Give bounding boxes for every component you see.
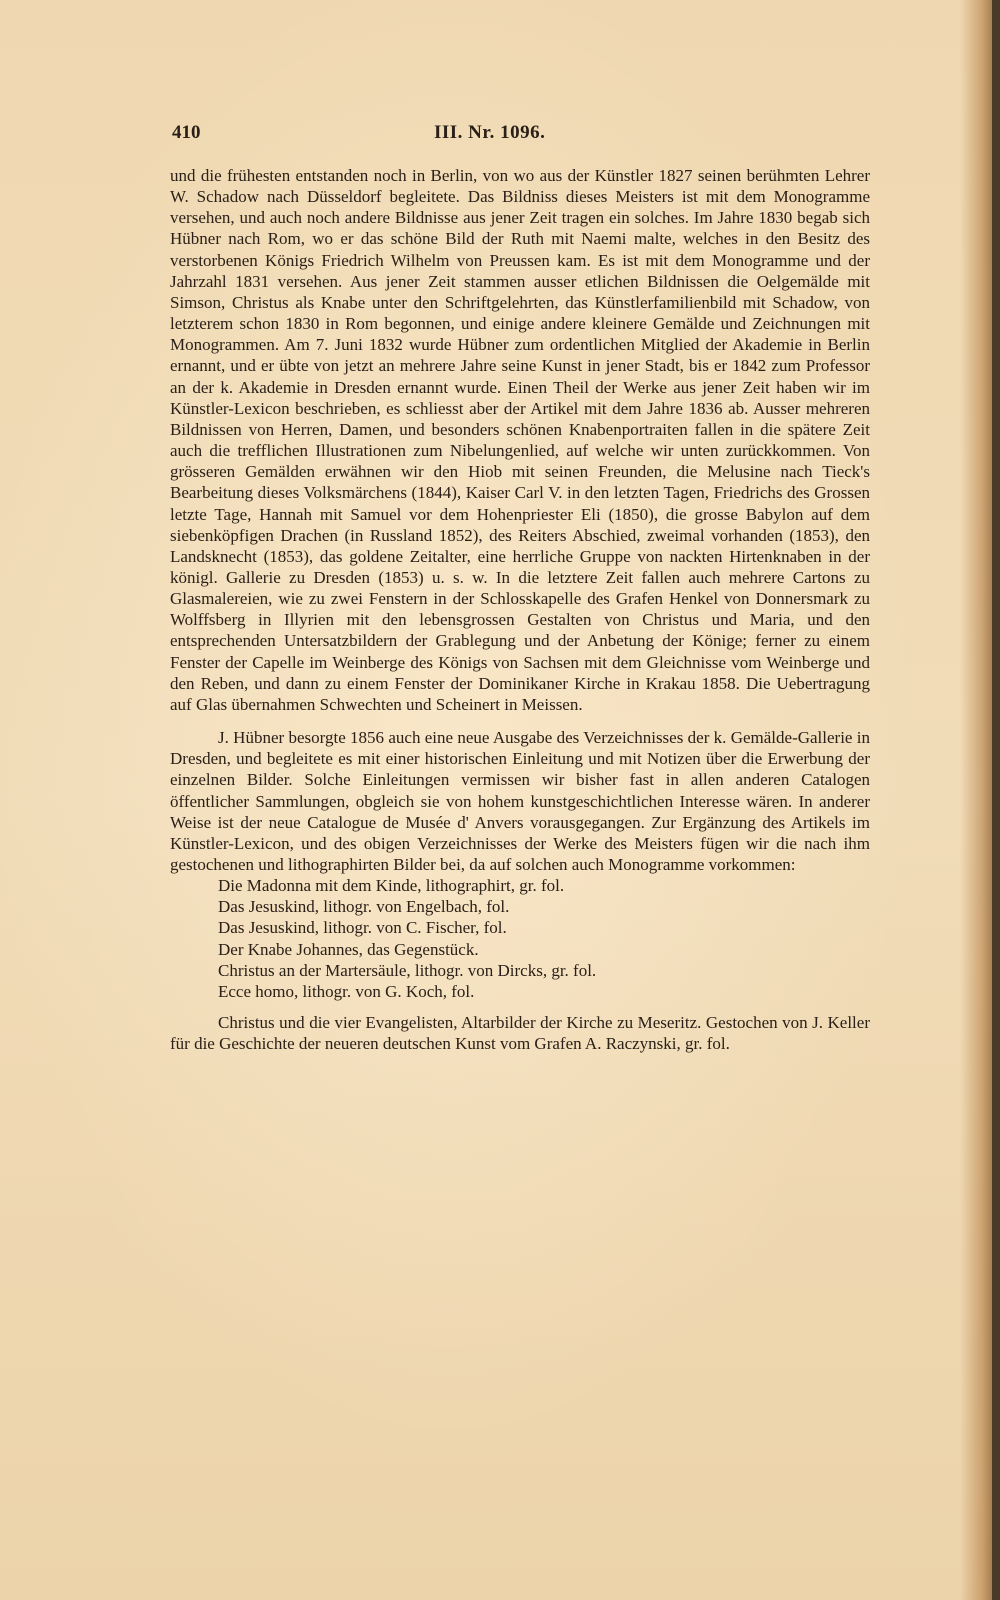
page-number: 410 bbox=[172, 122, 201, 143]
paragraph: J. Hübner besorgte 1856 auch eine neue Ausgabe des Verzeichnisses der k. Gemälde-Gallerie in Dresden, und begleitete es mit einer historischen Einleitung und mit Notizen über die Erwerbung der einzelnen Bilder. Solche Einleitungen vermissen wir bisher fast in allen anderen Catalogen öffentlicher Sammlungen, obgleich sie von hohem kunstgeschichtlichen Interesse wären. In anderer Weise ist der neue Catalogue de Musée d' Anvers vorausgegangen. Zur Ergänzung des Artikels im Künstler-Lexicon, und des obigen Verzeichnisses der Werke des Meisters fügen wir die nach ihm gestochenen und lithographirten Bilder bei, da auf solchen auch Monogramme vorkommen: bbox=[170, 728, 870, 874]
paragraph: Christus und die vier Evangelisten, Altarbilder der Kirche zu Meseritz. Gestochen von J. Keller für die Geschichte der neueren deutschen Kunst vom Grafen A. Raczynski, gr. fol. bbox=[170, 1013, 870, 1054]
page-edge bbox=[992, 0, 1000, 1600]
list-item: Die Madonna mit dem Kinde, lithographirt, gr. fol. bbox=[218, 876, 565, 896]
page-header bbox=[172, 122, 872, 150]
running-head: III. Nr. 1096. bbox=[434, 122, 546, 143]
list-item: Christus an der Martersäule, lithogr. von Dircks, gr. fol. bbox=[218, 960, 597, 980]
list-item: Der Knabe Johannes, das Gegenstück. bbox=[218, 939, 479, 959]
list-item: Das Jesuskind, lithogr. von C. Fischer, fol. bbox=[218, 918, 507, 938]
list-item: Ecce homo, lithogr. von G. Koch, fol. bbox=[218, 981, 475, 1001]
body-text bbox=[170, 165, 870, 1054]
paragraph: und die frühesten entstanden noch in Berlin, von wo aus der Künstler 1827 seinen berühmten Lehrer W. Schadow nach Düsseldorf begleitete. Das Bildniss dieses Meisters ist mit dem Monogramme versehen, und auch noch andere Bildnisse aus jener Zeit tragen ein solches. Im Jahre 1830 begab sich Hübner nach Rom, wo er das schöne Bild der Ruth mit Naemi malte, welches in den Besitz des verstorbenen Königs Friedrich Wilhelm von Preussen kam. Es ist mit dem Monogramme und der Jahrzahl 1831 versehen. Aus jener Zeit stammen ausser etlichen Bildnissen die Oelgemälde mit Simson, Christus als Knabe unter den Schriftgelehrten, das Künstlerfamilienbild mit Schadow, von letzterem schon 1830 in Rom begonnen, und einige andere kleinere Gemälde und Zeichnungen mit Monogrammen. Am 7. Juni 1832 wurde Hübner zum ordentlichen Mitglied der Akademie in Berlin ernannt, und er übte von jetzt an mehrere Jahre seine Kunst in jener Stadt, bis er 1842 zum Professor an der k. Akademie in Dresden ernannt wurde. Einen Theil der Werke aus jener Zeit haben wir im Künstler-Lexicon beschrieben, es schliesst aber der Artikel mit dem Jahre 1836 ab. Ausser mehreren Bildnissen von Herren, Damen, und besonders schönen Knabenportraiten fallen in die spätere Zeit auch die trefflichen Illustrationen zum Nibelungenlied, auf welche wir unten zurückkommen. Von grösseren Gemälden erwähnen wir den Hiob mit seinen Freunden, die Melusine nach Tieck's Bearbeitung dieses Volksmärchens (1844), Kaiser Carl V. in den letzten Tagen, Friedrichs des Grossen letzte Tage, Hannah mit Samuel vor dem Hohenpriester Eli (1850), die grosse Babylon auf dem siebenköpfigen Drachen (in Russland 1852), des Reiters Abschied, zweimal vorhanden (1853), den Landsknecht (1853), das goldene Zeitalter, eine herrliche Gruppe von nackten Hirtenknaben in der königl. Gallerie zu Dresden (1853) u. s. w. In die letztere Zeit fallen auch mehrere Cartons zu Glasmalereien, wie zu zwei Fenstern in der Schlosskapelle des Grafen Henkel von Donnersmark zu Wolffsberg in Illyrien mit den lebensgrossen Gestalten von Christus und Maria, und den entsprechenden Untersatzbildern der Grablegung und der Anbetung der Könige; ferner zu einem Fenster der Capelle im Weinberge des Königs von Sachsen mit dem Gleichnisse vom Weinberge und den Reben, und dann zu einem Fenster der Dominikaner Kirche in Krakau 1858. Die Uebertragung auf Glas übernahmen Schwechten und Scheinert in Meissen. bbox=[170, 166, 870, 714]
list-item: Das Jesuskind, lithogr. von Engelbach, fol. bbox=[218, 897, 510, 917]
print-list bbox=[170, 875, 870, 1002]
